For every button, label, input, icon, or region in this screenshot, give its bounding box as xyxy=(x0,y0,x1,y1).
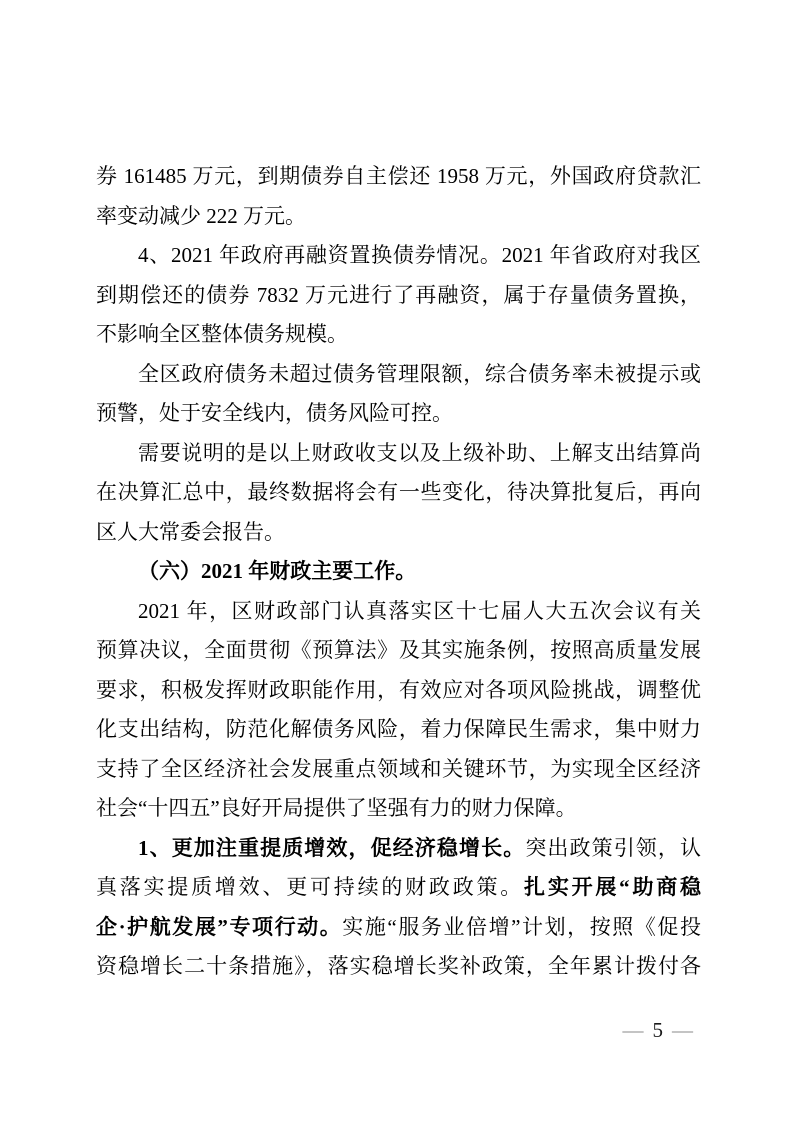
text-line xyxy=(96,197,701,237)
text-line xyxy=(96,157,701,197)
text-segment: 预警，处于安全线内，债务风险可控。 xyxy=(96,401,453,425)
text-line xyxy=(96,789,701,829)
text-line xyxy=(96,276,701,316)
text-line xyxy=(96,908,701,948)
footer-dash-left: — xyxy=(622,1018,644,1042)
text-segment: 资稳增长二十条措施》，落实稳增长奖补政策，全年累计拨付各 xyxy=(96,954,701,978)
text-segment: 全区政府债务未超过债务管理限额，综合债务率未被提示或 xyxy=(138,361,701,386)
bold-text-segment: 扎实开展“助商稳 xyxy=(524,875,702,899)
footer-dash-right: — xyxy=(672,1018,693,1042)
text-segment: 区人大常委会报告。 xyxy=(96,519,285,544)
text-line xyxy=(96,355,701,395)
page-footer xyxy=(623,1016,694,1044)
document-body xyxy=(96,157,701,987)
text-segment: 支持了全区经济社会发展重点领域和关键环节，为实现全区经济 xyxy=(96,756,701,781)
text-segment: 不影响全区整体债务规模。 xyxy=(96,322,348,346)
text-segment: 率变动减少 222 万元。 xyxy=(96,203,306,228)
page-number: 5 xyxy=(652,1018,663,1042)
text-segment: 4、2021 年政府再融资置换债券情况。2021 年省政府对我区 xyxy=(138,243,701,267)
text-segment: 要求，积极发挥财政职能作用，有效应对各项风险挑战，调整优 xyxy=(96,677,701,702)
text-line xyxy=(96,513,701,553)
text-segment: 化支出结构，防范化解债务风险，着力保障民生需求，集中财力 xyxy=(96,717,701,741)
text-line xyxy=(96,315,701,355)
text-segment: 预算决议，全面贯彻《预算法》及其实施条例，按照高质量发展 xyxy=(96,638,701,662)
text-line xyxy=(96,473,701,513)
bold-text-segment: 企·护航发展”专项行动。 xyxy=(96,914,343,939)
text-line xyxy=(96,592,701,632)
text-line xyxy=(96,947,701,987)
text-segment: 实施“服务业倍增”计划，按照《促投 xyxy=(342,914,701,939)
text-line xyxy=(96,434,701,474)
text-line xyxy=(96,236,701,276)
text-segment: 在决算汇总中，最终数据将会有一些变化，待决算批复后，再向 xyxy=(96,480,701,504)
text-segment: 社会“十四五”良好开局提供了坚强有力的财力保障。 xyxy=(96,796,577,820)
text-line xyxy=(96,829,701,869)
text-line xyxy=(96,631,701,671)
text-line xyxy=(96,710,701,750)
text-segment: 突出政策引领，认 xyxy=(525,835,702,860)
text-line xyxy=(96,671,701,711)
bold-text-segment: 1、更加注重提质增效，促经济稳增长。 xyxy=(138,835,526,860)
text-segment: 到期偿还的债券 7832 万元进行了再融资，属于存量债务置换， xyxy=(96,282,701,307)
text-line xyxy=(96,750,701,790)
text-line xyxy=(96,394,701,434)
text-line xyxy=(96,552,701,592)
text-segment: 2021 年，区财政部门认真落实区十七届人大五次会议有关 xyxy=(138,598,701,623)
bold-text-segment: （六）2021 年财政主要工作。 xyxy=(138,559,417,583)
text-segment: 需要说明的是以上财政收支以及上级补助、上解支出结算尚 xyxy=(138,440,701,465)
text-line xyxy=(96,868,701,908)
text-segment: 券 161485 万元，到期债券自主偿还 1958 万元，外国政府贷款汇 xyxy=(96,164,701,188)
text-segment: 真落实提质增效、更可持续的财政政策。 xyxy=(96,875,525,899)
